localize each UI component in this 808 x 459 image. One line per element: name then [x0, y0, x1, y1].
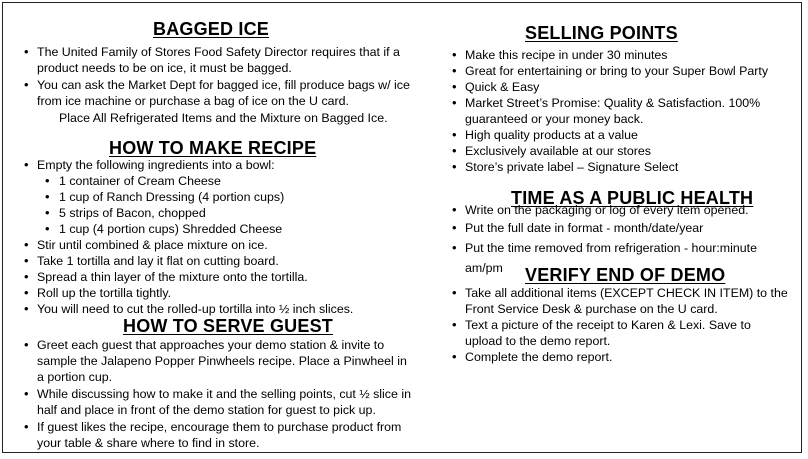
- list-item: • Great for entertaining or bring to your Super Bowl Party: [451, 63, 781, 79]
- list-item: • Put the full date in format - month/date/year: [451, 220, 781, 236]
- list-item: • The United Family of Stores Food Safety Director requires that if a product needs to be on ice, it must be bagged.: [23, 44, 421, 76]
- ingredient-item: • 1 cup of Ranch Dressing (4 portion cups): [23, 189, 421, 205]
- list-item: • Complete the demo report.: [451, 349, 791, 365]
- list-item: • Market Street’s Promise: Quality & Satisfaction. 100% guaranteed or your money back.: [451, 95, 781, 127]
- how-to-make-heading: HOW TO MAKE RECIPE: [109, 138, 317, 158]
- bagged-ice-heading: BAGGED ICE: [153, 19, 270, 39]
- list-item: • Write on the packaging or log of every item opened.: [451, 202, 781, 218]
- verify-end-heading: VERIFY END OF DEMO: [525, 265, 726, 285]
- selling-points-list: [451, 47, 781, 175]
- list-item: • Spread a thin layer of the mixture onto the tortilla.: [23, 269, 421, 285]
- selling-points-heading: SELLING POINTS: [525, 23, 678, 43]
- ingredient-item: • 5 strips of Bacon, chopped: [23, 205, 421, 221]
- list-item: • Text a picture of the receipt to Karen & Lexi. Save to upload to the demo report.: [451, 317, 791, 349]
- list-item: • Make this recipe in under 30 minutes: [451, 47, 781, 63]
- list-item: • You can ask the Market Dept for bagged ice, fill produce bags w/ ice from ice machine or purchase a bag of ice on the U card.: [23, 77, 421, 109]
- ingredient-item: • 1 container of Cream Cheese: [23, 173, 421, 189]
- list-item: • Greet each guest that approaches your demo station & invite to sample the Jalapeno Popper Pinwheels recipe. Place a Pinwheel in a portion cup.: [23, 337, 415, 385]
- bagged-ice-note: Place All Refrigerated Items and the Mixture on Bagged Ice.: [59, 111, 388, 125]
- list-item: • Take all additional items (EXCEPT CHECK IN ITEM) to the Front Service Desk & purchase on the U card.: [451, 285, 791, 317]
- list-item: • If guest likes the recipe, encourage them to purchase product from your table & share where to find in store.: [23, 419, 415, 451]
- time-public-health-heading: TIME AS A PUBLIC HEALTH: [511, 188, 754, 208]
- how-to-make-list: [23, 157, 421, 317]
- list-item: • While discussing how to make it and the selling points, cut ½ slice in half and place in front of the demo station for guest to pick up.: [23, 386, 415, 418]
- list-item: • Roll up the tortilla tightly.: [23, 285, 421, 301]
- list-item: • Take 1 tortilla and lay it flat on cutting board.: [23, 253, 421, 269]
- how-to-serve-list: [23, 337, 415, 451]
- list-item: • Exclusively available at our stores: [451, 143, 781, 159]
- ingredient-item: • 1 cup (4 portion cups) Shredded Cheese: [23, 221, 421, 237]
- how-to-serve-heading: HOW TO SERVE GUEST: [123, 316, 333, 336]
- list-item: • Stir until combined & place mixture on ice.: [23, 237, 421, 253]
- demo-instruction-card: [2, 2, 802, 453]
- list-item: • Store’s private label – Signature Select: [451, 159, 781, 175]
- list-item: • You will need to cut the rolled-up tortilla into ½ inch slices.: [23, 301, 421, 317]
- list-item: • Put the time removed from refrigeration - hour:minute am/pm: [451, 238, 781, 278]
- list-item: • Empty the following ingredients into a bowl:: [23, 157, 421, 173]
- list-item: • High quality products at a value: [451, 127, 781, 143]
- verify-end-list: [451, 285, 791, 365]
- bagged-ice-list: [23, 44, 421, 109]
- list-item: • Quick & Easy: [451, 79, 781, 95]
